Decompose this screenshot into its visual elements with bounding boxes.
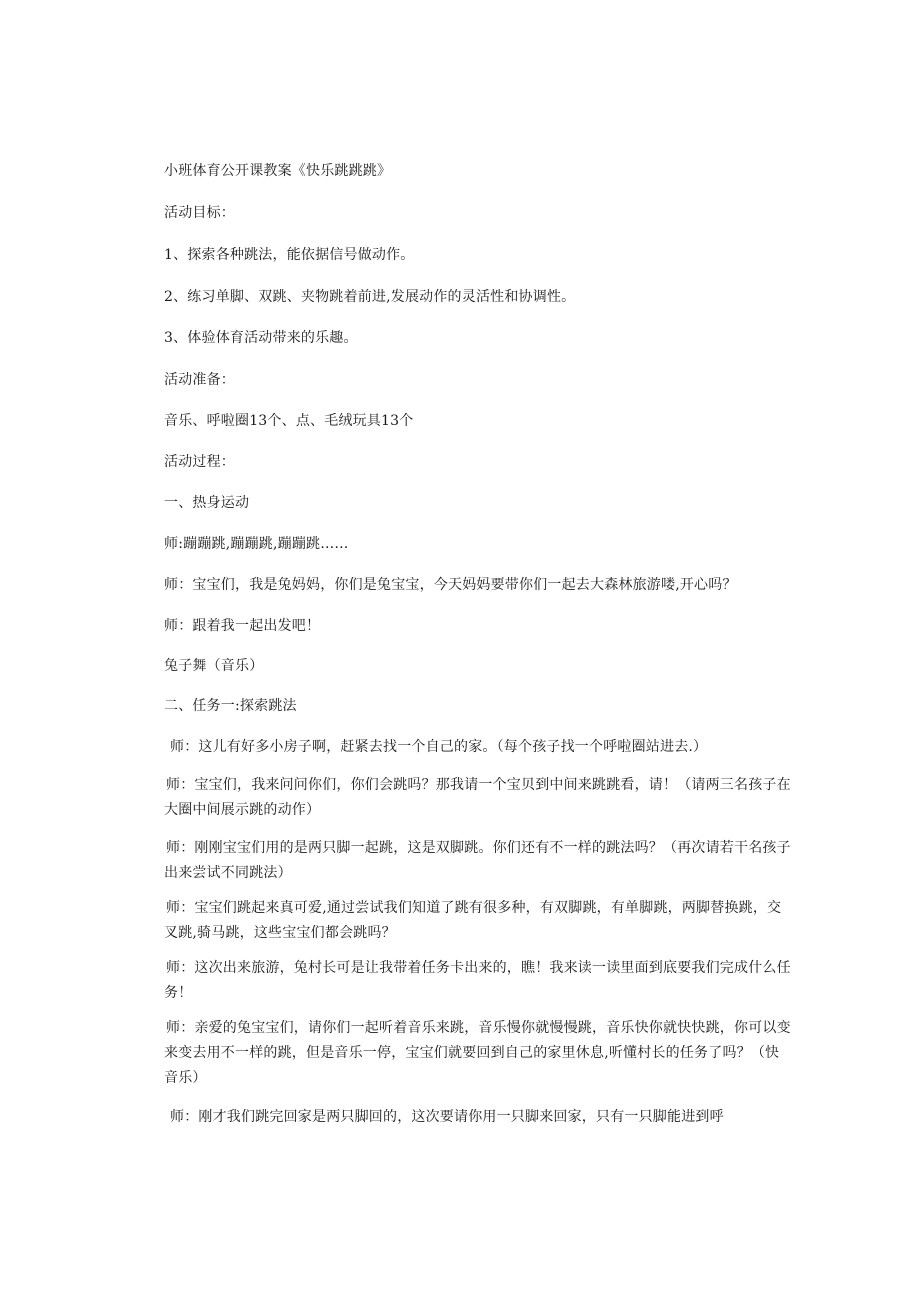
prep-heading: 活动准备： bbox=[164, 372, 235, 388]
section-1-paragraph: 师:蹦蹦跳,蹦蹦跳,蹦蹦跳…… bbox=[164, 536, 349, 552]
section-2-paragraph: 师：这次出来旅游，兔村长可是让我带着任务卡出来的，瞧！我来读一读里面到底要我们完成什么任务！ bbox=[164, 960, 791, 1001]
section-2-paragraph: 师：这儿有好多小房子啊，赶紧去找一个自己的家。（每个孩子找一个呼啦圈站进去.） bbox=[170, 739, 708, 755]
goal-item-1: 1、探索各种跳法，能依据信号做动作。 bbox=[164, 247, 415, 263]
section-2-paragraph: 师：宝宝们跳起来真可爱,通过尝试我们知道了跳有很多种，有双脚跳，有单脚跳，两脚替换跳，交叉跳,骑马跳，这些宝宝们都会跳吗？ bbox=[164, 900, 782, 941]
section-2-paragraph: 师：刚才我们跳完回家是两只脚回的，这次要请你用一只脚来回家，只有一只脚能进到呼 bbox=[170, 1109, 724, 1125]
document-title: 小班体育公开课教案《快乐跳跳跳》 bbox=[164, 163, 392, 179]
section-1-paragraph: 兔子舞（音乐） bbox=[164, 658, 264, 674]
section-2-heading: 二、任务一:探索跳法 bbox=[164, 698, 297, 714]
section-1-paragraph: 师：宝宝们，我是兔妈妈，你们是兔宝宝，今天妈妈要带你们一起去大森林旅游喽,开心吗？ bbox=[164, 577, 737, 593]
section-1-paragraph: 师：跟着我一起出发吧！ bbox=[164, 618, 321, 634]
goal-item-3: 3、体验体育活动带来的乐趣。 bbox=[164, 330, 358, 346]
goal-item-2: 2、练习单脚、双跳、夹物跳着前进,发展动作的灵活性和协调性。 bbox=[164, 289, 576, 305]
process-heading: 活动过程： bbox=[164, 454, 235, 470]
section-2-paragraph: 师：刚刚宝宝们用的是两只脚一起跳，这是双脚跳。你们还有不一样的跳法吗？（再次请若干名孩子出来尝试不同跳法） bbox=[164, 840, 791, 881]
section-2-paragraph: 师：亲爱的兔宝宝们，请你们一起听着音乐来跳，音乐慢你就慢慢跳，音乐快你就快快跳，你可以变来变去用不一样的跳，但是音乐一停，宝宝们就要回到自己的家里休息,听懂村长的任务了吗？（快音乐） bbox=[164, 1020, 791, 1086]
prep-text: 音乐、呼啦圈13个、点、毛绒玩具13个 bbox=[164, 413, 414, 429]
section-2-paragraph: 师：宝宝们，我来问问你们，你们会跳吗？那我请一个宝贝到中间来跳跳看，请！（请两三名孩子在大圈中间展示跳的动作） bbox=[164, 777, 791, 818]
goals-heading: 活动目标： bbox=[164, 205, 235, 221]
section-1-heading: 一、热身运动 bbox=[164, 495, 250, 511]
